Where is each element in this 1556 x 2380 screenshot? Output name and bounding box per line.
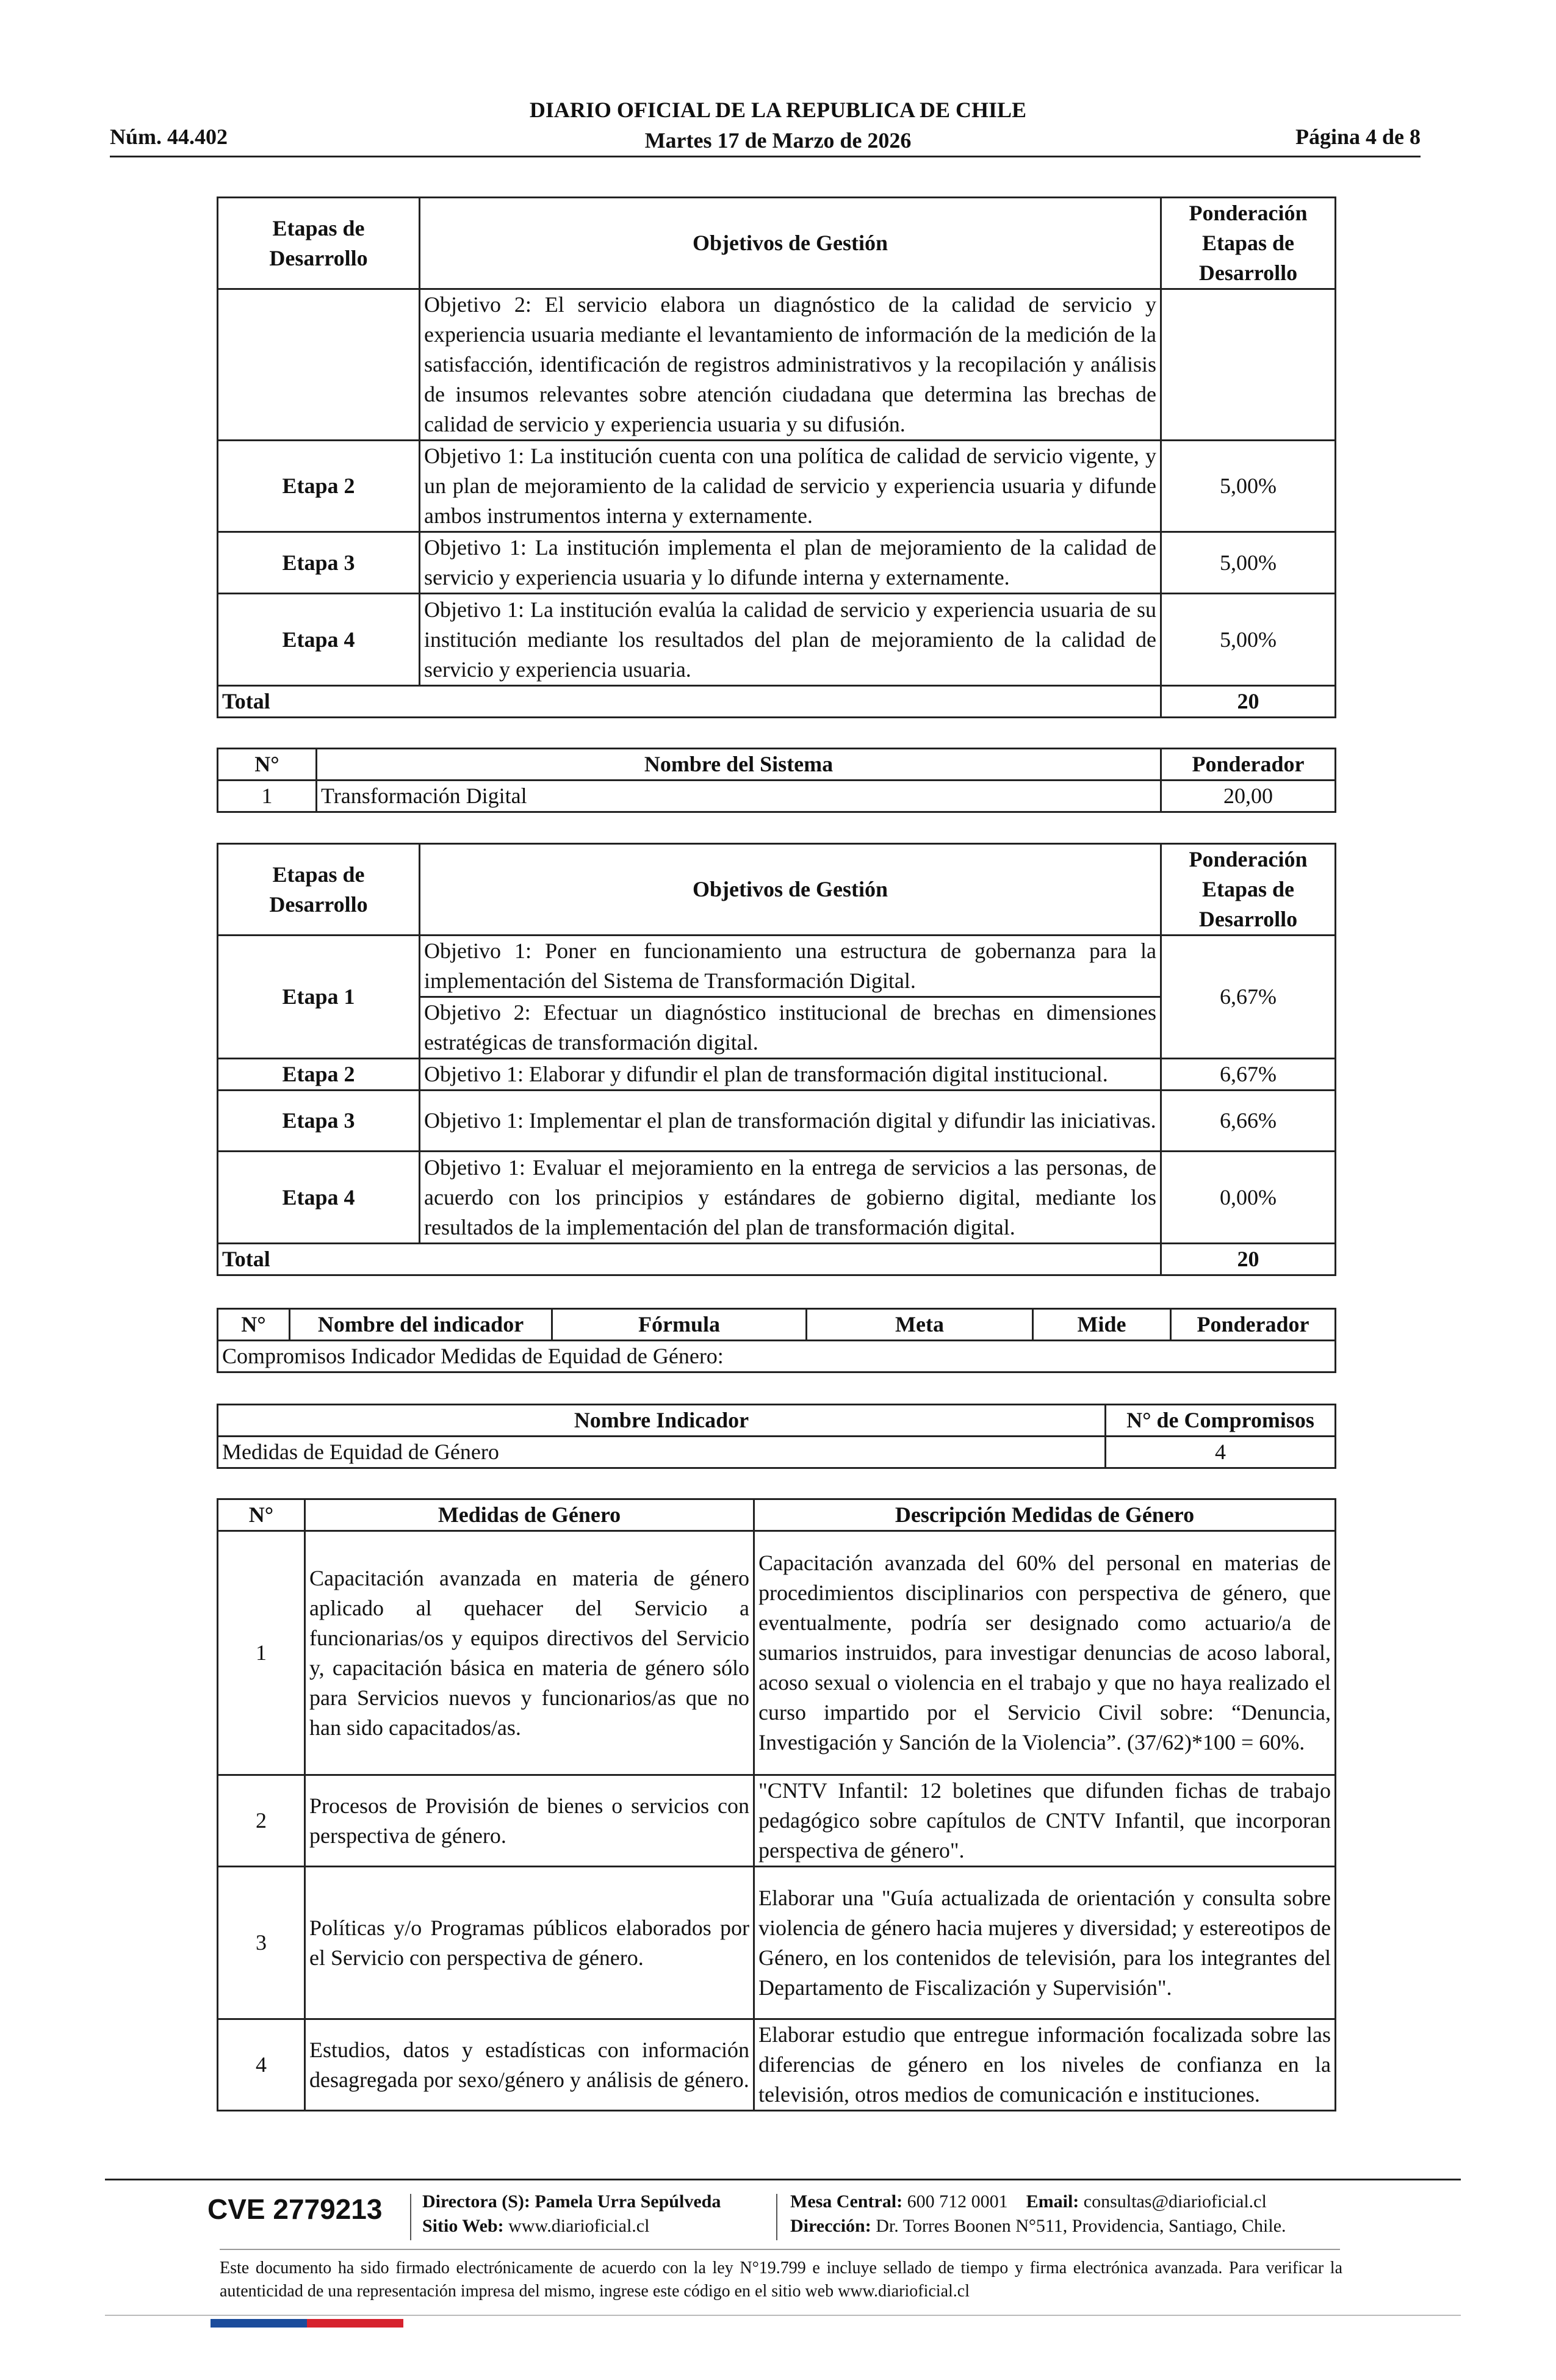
column-header: Ponderador xyxy=(1171,1309,1336,1341)
table-row xyxy=(218,1437,1336,1468)
table-row xyxy=(218,1341,1336,1372)
objective-cell: Objetivo 2: Efectuar un diagnóstico institucional de brechas en dimensiones estratégicas de transformación digital. xyxy=(420,997,1161,1059)
measure-cell: Estudios, datos y estadísticas con información desagregada por sexo/género y análisis de género. xyxy=(305,2019,754,2111)
flag-stripe-blue xyxy=(211,2319,307,2328)
director-name: Directora (S): Pamela Urra Sepúlveda xyxy=(422,2191,721,2212)
table-row xyxy=(218,594,1336,686)
description-cell: Elaborar una "Guía actualizada de orientación y consulta sobre violencia de género hacia mujeres y diversidad; y estereotipos de Género, en los contenidos de televisión, para los integrantes del Departamento de Fiscalización y Supervisión". xyxy=(754,1867,1336,2019)
column-header: Ponderación Etapas de Desarrollo xyxy=(1161,198,1336,289)
column-header: Nombre del indicador xyxy=(290,1309,552,1341)
weight-cell: 6,67% xyxy=(1161,1059,1336,1091)
stage-cell: Etapa 4 xyxy=(218,1152,420,1244)
description-cell: Capacitación avanzada del 60% del personal en materias de procedimientos disciplinarios con perspectiva de género, que eventualmente, podría ser designado como actuario/a de sumarios instruidos, para investigar denuncias de acoso laboral, acoso sexual o violencia en el trabajo y que no haya realizado el curso impartido por el Servicio Civil sobre: “Denuncia, Investigación y Sanción de la Violencia”. (37/62)*100 = 60%. xyxy=(754,1531,1336,1775)
table-row xyxy=(218,441,1336,532)
table-row xyxy=(218,1867,1336,2019)
objective-cell: Objetivo 1: Poner en funcionamiento una estructura de gobernanza para la implementación del Sistema de Transformación Digital. xyxy=(420,936,1161,997)
table-row xyxy=(218,936,1336,997)
total-value: 20 xyxy=(1161,1244,1336,1275)
table-row xyxy=(218,289,1336,441)
weight-cell: 6,67% xyxy=(1161,936,1336,1059)
table-row xyxy=(218,1531,1336,1775)
column-header: Nombre Indicador xyxy=(218,1405,1106,1437)
footer-separator xyxy=(410,2194,411,2240)
footer-contact-block xyxy=(790,2190,1286,2238)
weight-cell: 5,00% xyxy=(1161,532,1336,594)
website-line xyxy=(422,2214,721,2238)
website-label: Sitio Web: xyxy=(422,2216,504,2236)
total-row xyxy=(218,1244,1336,1275)
objective-cell: Objetivo 1: La institución implementa el plan de mejoramiento de la calidad de servicio y experiencia usuaria y lo difunde interna y externamente. xyxy=(420,532,1161,594)
column-header: Fórmula xyxy=(552,1309,807,1341)
legal-notice: Este documento ha sido firmado electrónicamente de acuerdo con la ley N°19.799 e incluye sellado de tiempo y firma electrónica avanzada. Para verificar la autenticidad de una representación impresa del mismo, ingrese este código en el sitio web www.diarioficial.cl xyxy=(220,2259,1342,2301)
table-row xyxy=(218,1775,1336,1867)
stage-cell: Etapa 3 xyxy=(218,532,420,594)
address-label: Dirección: xyxy=(790,2216,871,2236)
description-cell: Elaborar estudio que entregue información focalizada sobre las diferencias de género en los niveles de confianza en la televisión, otros medios de comunicación e instituciones. xyxy=(754,2019,1336,2111)
column-header: Ponderador xyxy=(1161,749,1336,781)
address-value: Dr. Torres Boonen N°511, Providencia, Santiago, Chile. xyxy=(876,2216,1286,2236)
page-indicator: Página 4 de 8 xyxy=(1295,124,1421,149)
footer-director-block xyxy=(422,2190,721,2238)
footer-separator xyxy=(776,2194,777,2240)
weight-cell xyxy=(1161,289,1336,441)
gender-indicator-table xyxy=(217,1404,1336,1469)
column-header: Ponderación Etapas de Desarrollo xyxy=(1161,844,1336,936)
stage-cell xyxy=(218,289,420,441)
measure-number: 1 xyxy=(218,1531,305,1775)
weight-cell: 0,00% xyxy=(1161,1152,1336,1244)
newspaper-title: DIARIO OFICIAL DE LA REPUBLICA DE CHILE xyxy=(529,98,1027,122)
commitments-label: Compromisos Indicador Medidas de Equidad de Género: xyxy=(218,1341,1336,1372)
table-row xyxy=(218,1059,1336,1091)
table-row xyxy=(218,1152,1336,1244)
phone-value: 600 712 0001 xyxy=(907,2191,1008,2212)
column-header: N° xyxy=(218,749,317,781)
column-header: Medidas de Género xyxy=(305,1499,754,1531)
objective-cell: Objetivo 1: La institución cuenta con una política de calidad de servicio vigente, y un plan de mejoramiento de la calidad de servicio y experiencia usuaria y difunde ambos instrumentos interna y externamente. xyxy=(420,441,1161,532)
system-table xyxy=(217,748,1336,813)
objective-cell: Objetivo 2: El servicio elabora un diagnóstico de la calidad de servicio y experiencia usuaria mediante el levantamiento de información de la medición de la satisfacción, identificación de registros administrativos y la recopilación y análisis de insumos relevantes sobre atención ciudadana que determina las brechas de calidad de servicio y experiencia usuaria y su difusión. xyxy=(420,289,1161,441)
website-link[interactable]: www.diarioficial.cl xyxy=(508,2216,650,2236)
table-header-row xyxy=(218,1309,1336,1341)
table-header-row xyxy=(218,198,1336,289)
table-header-row xyxy=(218,749,1336,781)
table-row xyxy=(218,1091,1336,1152)
indicator-name: Medidas de Equidad de Género xyxy=(218,1437,1106,1468)
column-header: N° de Compromisos xyxy=(1106,1405,1336,1437)
measure-number: 2 xyxy=(218,1775,305,1867)
weight-cell: 5,00% xyxy=(1161,594,1336,686)
stage-cell: Etapa 1 xyxy=(218,936,420,1059)
cve-code: CVE 2779213 xyxy=(207,2193,383,2225)
total-label: Total xyxy=(218,686,1161,718)
stage-cell: Etapa 4 xyxy=(218,594,420,686)
total-value: 20 xyxy=(1161,686,1336,718)
column-header: N° xyxy=(218,1309,290,1341)
weight-cell: 5,00% xyxy=(1161,441,1336,532)
footer-divider xyxy=(105,2315,1461,2316)
email-link[interactable]: consultas@diarioficial.cl xyxy=(1083,2191,1267,2212)
column-header: Etapas de Desarrollo xyxy=(218,844,420,936)
table-header-row xyxy=(218,1405,1336,1437)
description-cell: "CNTV Infantil: 12 boletines que difunden fichas de trabajo pedagógico sobre capítulos de CNTV Infantil, que incorporan perspectiva de género". xyxy=(754,1775,1336,1867)
measure-number: 3 xyxy=(218,1867,305,2019)
table-header-row xyxy=(218,1499,1336,1531)
stage-cell: Etapa 2 xyxy=(218,1059,420,1091)
footer-divider xyxy=(220,2249,1340,2250)
flag-stripe-red xyxy=(307,2319,403,2328)
table-row xyxy=(218,781,1336,812)
column-header: Descripción Medidas de Género xyxy=(754,1499,1336,1531)
system-name: Transformación Digital xyxy=(317,781,1161,812)
table-row xyxy=(218,2019,1336,2111)
column-header: N° xyxy=(218,1499,305,1531)
system-weight: 20,00 xyxy=(1161,781,1336,812)
header-divider xyxy=(110,156,1421,157)
column-header: Mide xyxy=(1033,1309,1171,1341)
weight-cell: 6,66% xyxy=(1161,1091,1336,1152)
objective-cell: Objetivo 1: La institución evalúa la calidad de servicio y experiencia usuaria de su institución mediante los resultados del plan de mejoramiento de la calidad de servicio y experiencia usuaria. xyxy=(420,594,1161,686)
stages-table-digital xyxy=(217,843,1336,1276)
measure-number: 4 xyxy=(218,2019,305,2111)
total-label: Total xyxy=(218,1244,1161,1275)
measure-cell: Capacitación avanzada en materia de género aplicado al quehacer del Servicio a funcionarias/os y equipos directivos del Servicio y, capacitación básica en materia de género sólo para Servicios nuevos y funcionarios/as que no han sido capacitados/as. xyxy=(305,1531,754,1775)
objective-cell: Objetivo 1: Implementar el plan de transformación digital y difundir las iniciativas. xyxy=(420,1091,1161,1152)
table-row xyxy=(218,532,1336,594)
issue-date: Martes 17 de Marzo de 2026 xyxy=(644,128,912,153)
stage-cell: Etapa 3 xyxy=(218,1091,420,1152)
indicator-table xyxy=(217,1308,1336,1373)
table-header-row xyxy=(218,844,1336,936)
column-header: Objetivos de Gestión xyxy=(420,844,1161,936)
commitments-count: 4 xyxy=(1106,1437,1336,1468)
stage-cell: Etapa 2 xyxy=(218,441,420,532)
system-number: 1 xyxy=(218,781,317,812)
footer-divider xyxy=(105,2179,1461,2180)
objective-cell: Objetivo 1: Elaborar y difundir el plan de transformación digital institucional. xyxy=(420,1059,1161,1091)
column-header: Objetivos de Gestión xyxy=(420,198,1161,289)
column-header: Meta xyxy=(807,1309,1033,1341)
contact-line xyxy=(790,2190,1286,2214)
objective-cell: Objetivo 1: Evaluar el mejoramiento en la entrega de servicios a las personas, de acuerdo con los principios y estándares de gobierno digital, mediante los resultados de la implementación del plan de transformación digital. xyxy=(420,1152,1161,1244)
address-line xyxy=(790,2214,1286,2238)
measure-cell: Políticas y/o Programas públicos elaborados por el Servicio con perspectiva de género. xyxy=(305,1867,754,2019)
gender-measures-table xyxy=(217,1498,1336,2111)
total-row xyxy=(218,686,1336,718)
measure-cell: Procesos de Provisión de bienes o servicios con perspectiva de género. xyxy=(305,1775,754,1867)
issue-number: Núm. 44.402 xyxy=(110,124,228,149)
column-header: Etapas de Desarrollo xyxy=(218,198,420,289)
phone-label: Mesa Central: xyxy=(790,2191,903,2212)
stages-table-quality xyxy=(217,197,1336,718)
column-header: Nombre del Sistema xyxy=(317,749,1161,781)
email-label: Email: xyxy=(1026,2191,1079,2212)
